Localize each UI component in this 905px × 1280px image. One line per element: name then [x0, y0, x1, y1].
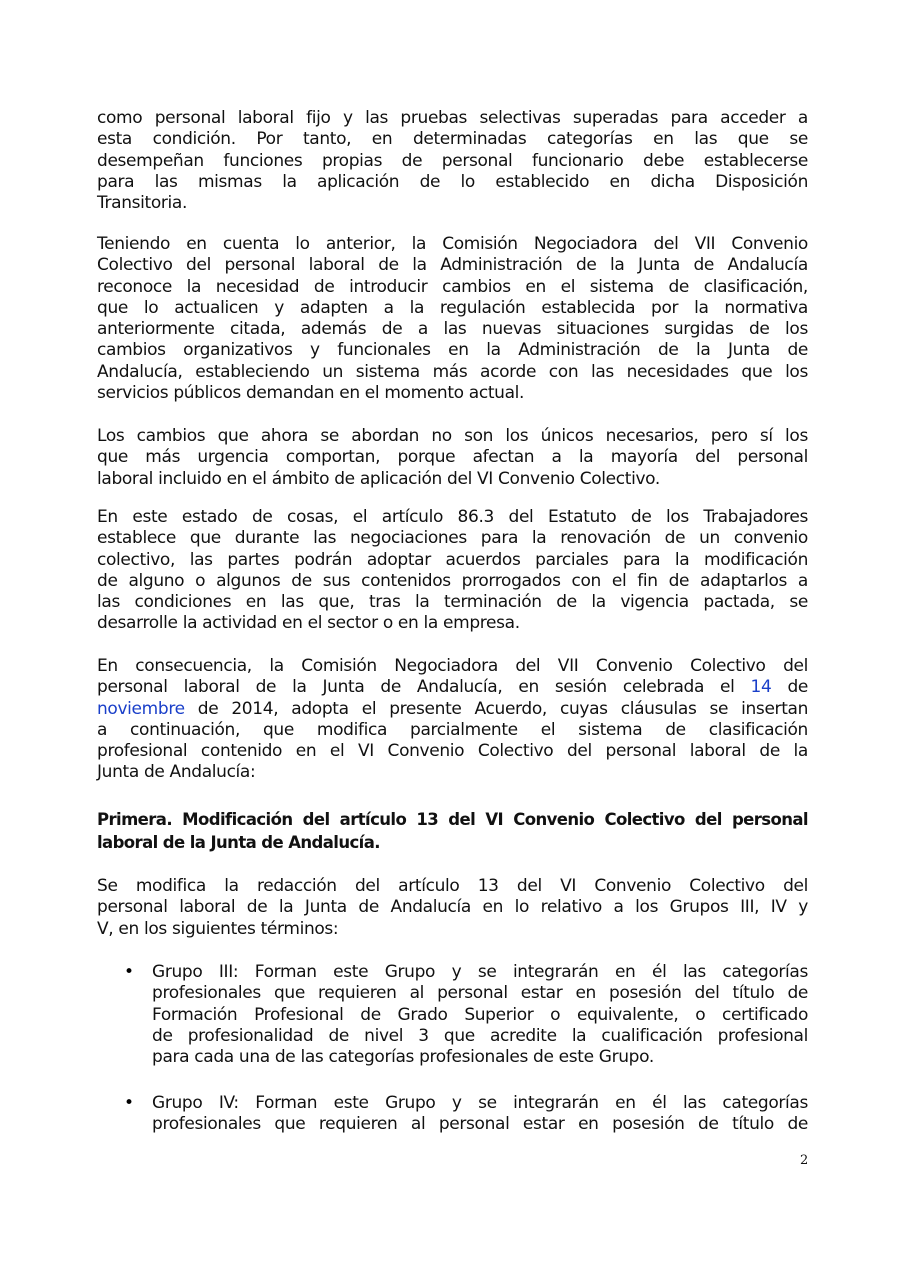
text-line: profesionales que requieren al personal estar en posesión de título de [152, 1114, 808, 1135]
date-link-day[interactable]: 14 [750, 677, 772, 698]
text-line: desarrolle la actividad en el sector o en la empresa. [97, 613, 520, 634]
text-line: de alguno o algunos de sus contenidos prorrogados con el fin de adaptarlos a [97, 570, 808, 591]
text-line: profesionales que requieren al personal estar en posesión del título de [152, 983, 808, 1004]
text-line: personal laboral de la Junta de Andalucía en lo relativo a los Grupos III, IV y [97, 897, 808, 918]
text-line: servicios públicos demandan en el momento actual. [97, 383, 525, 404]
text-line: Transitoria. [97, 193, 188, 214]
paragraph-5 [97, 656, 808, 784]
text-line: laboral incluido en el ámbito de aplicación del VI Convenio Colectivo. [97, 468, 660, 489]
paragraph-6 [97, 876, 808, 940]
text-line: anteriormente citada, además de a las nuevas situaciones surgidas de los [97, 319, 808, 340]
text-line: V, en los siguientes términos: [97, 918, 339, 939]
text-line: En este estado de cosas, el artículo 86.3 del Estatuto de los Trabajadores [97, 507, 808, 527]
text-line: Colectivo del personal laboral de la Administración de la Junta de Andalucía [97, 255, 808, 276]
paragraph-1 [97, 108, 808, 214]
text-line: establece que durante las negociaciones para la renovación de un convenio [97, 528, 808, 549]
text-line: Teniendo en cuenta lo anterior, la Comisión Negociadora del VII Convenio [97, 234, 808, 254]
text-line: Grupo IV: Forman este Grupo y se integrarán en él las categorías [152, 1093, 808, 1113]
text-line: colectivo, las partes podrán adoptar acuerdos parciales para la modificación [97, 549, 808, 570]
bullet-item-grupo-iv [152, 1093, 808, 1136]
bullet-item-grupo-iii [152, 962, 808, 1068]
text-line: Grupo III: Forman este Grupo y se integrarán en él las categorías [152, 962, 808, 982]
bullet-icon: • [124, 962, 135, 982]
text-line: Se modifica la redacción del artículo 13 del VI Convenio Colectivo del [97, 876, 808, 896]
paragraph-3 [97, 426, 808, 490]
text-line: noviembre de 2014, adopta el presente Acuerdo, cuyas cláusulas se insertan [97, 698, 808, 719]
text-line: Andalucía, estableciendo un sistema más acorde con las necesidades que los [97, 361, 808, 382]
text-line: Primera. Modificación del artículo 13 del VI Convenio Colectivo del personal [97, 810, 808, 829]
text-line: esta condición. Por tanto, en determinadas categorías en las que se [97, 129, 808, 150]
text-line: que más urgencia comportan, porque afectan a la mayoría del personal [97, 447, 808, 468]
text-line: cambios organizativos y funcionales en la Administración de la Junta de [97, 340, 808, 361]
bullet-icon: • [124, 1093, 135, 1113]
text-line: las condiciones en las que, tras la terminación de la vigencia pactada, se [97, 592, 808, 613]
text-line: desempeñan funciones propias de personal funcionario debe establecerse [97, 150, 808, 171]
text-line: como personal laboral fijo y las pruebas selectivas superadas para acceder a [97, 108, 808, 128]
text-line: En consecuencia, la Comisión Negociadora del VII Convenio Colectivo del [97, 656, 808, 676]
text-line: reconoce la necesidad de introducir cambios en el sistema de clasificación, [97, 276, 808, 297]
paragraph-4 [97, 507, 808, 635]
text-line: de profesionalidad de nivel 3 que acredite la cualificación profesional [152, 1025, 808, 1046]
text-line: laboral de la Junta de Andalucía. [97, 833, 380, 852]
text-line: Los cambios que ahora se abordan no son los únicos necesarios, pero sí los [97, 426, 808, 446]
page-number: 2 [800, 1153, 809, 1168]
text-line: Formación Profesional de Grado Superior o equivalente, o certificado [152, 1004, 808, 1025]
paragraph-2 [97, 234, 808, 404]
text-line: a continuación, que modifica parcialmente el sistema de clasificación [97, 719, 808, 740]
text-line: Junta de Andalucía: [97, 762, 256, 783]
text-line: profesional contenido en el VI Convenio Colectivo del personal laboral de la [97, 741, 808, 762]
section-heading [97, 808, 808, 854]
date-link-month[interactable]: noviembre [97, 698, 185, 719]
text-line: para cada una de las categorías profesionales de este Grupo. [152, 1047, 654, 1068]
text-line: personal laboral de la Junta de Andalucía, en sesión celebrada el 14 de [97, 677, 808, 698]
text-line: que lo actualicen y adapten a la regulación establecida por la normativa [97, 297, 808, 318]
text-line: para las mismas la aplicación de lo establecido en dicha Disposición [97, 171, 808, 192]
